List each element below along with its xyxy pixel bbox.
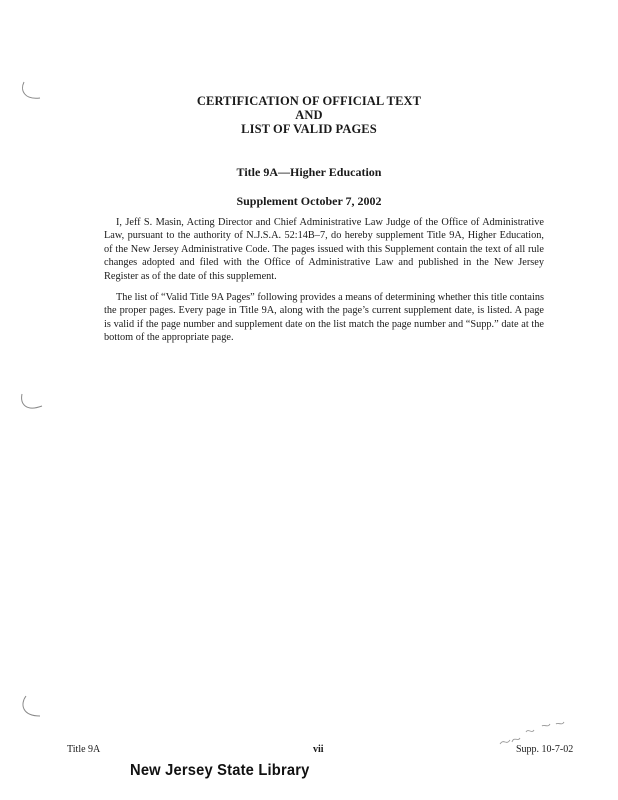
footer-page-number: vii bbox=[313, 744, 324, 755]
footer-supplement-date: Supp. 10-7-02 bbox=[516, 744, 574, 755]
heading-line-2: AND bbox=[295, 108, 323, 122]
binder-hole-mark-icon bbox=[16, 694, 46, 722]
footer-title: Title 9A bbox=[67, 744, 101, 755]
heading-line-1: CERTIFICATION OF OFFICIAL TEXT bbox=[196, 94, 422, 108]
valid-pages-paragraph: The list of “Valid Title 9A Pages” following provides a means of determining whether this title contains the proper pages. Every page in Title 9A, along with the page’s current supplement date, is listed. A page is valid if the page number and supplement date on the list match the page number and “Supp.” date at the bottom of the appropriate page. bbox=[104, 292, 544, 344]
certification-paragraph: I, Jeff S. Masin, Acting Director and Chief Administrative Law Judge of the Office of Administrative Law, pursuant to the authority of N.J.S.A. 52:14B–7, do hereby supplement Title 9A, Higher Education, of the New Jersey Administrative Code. The pages issued with this Supplement contain the text of all rule changes adopted and filed with the Office of Administrative Law and published in the New Jersey Register as of the date of this supplement. bbox=[104, 217, 544, 282]
library-stamp: New Jersey State Library bbox=[130, 762, 310, 779]
binder-hole-mark-icon bbox=[16, 390, 46, 418]
supplement-heading: Supplement October 7, 2002 bbox=[236, 194, 382, 208]
title-heading: Title 9A—Higher Education bbox=[236, 165, 382, 179]
heading-line-3: LIST OF VALID PAGES bbox=[241, 122, 377, 136]
